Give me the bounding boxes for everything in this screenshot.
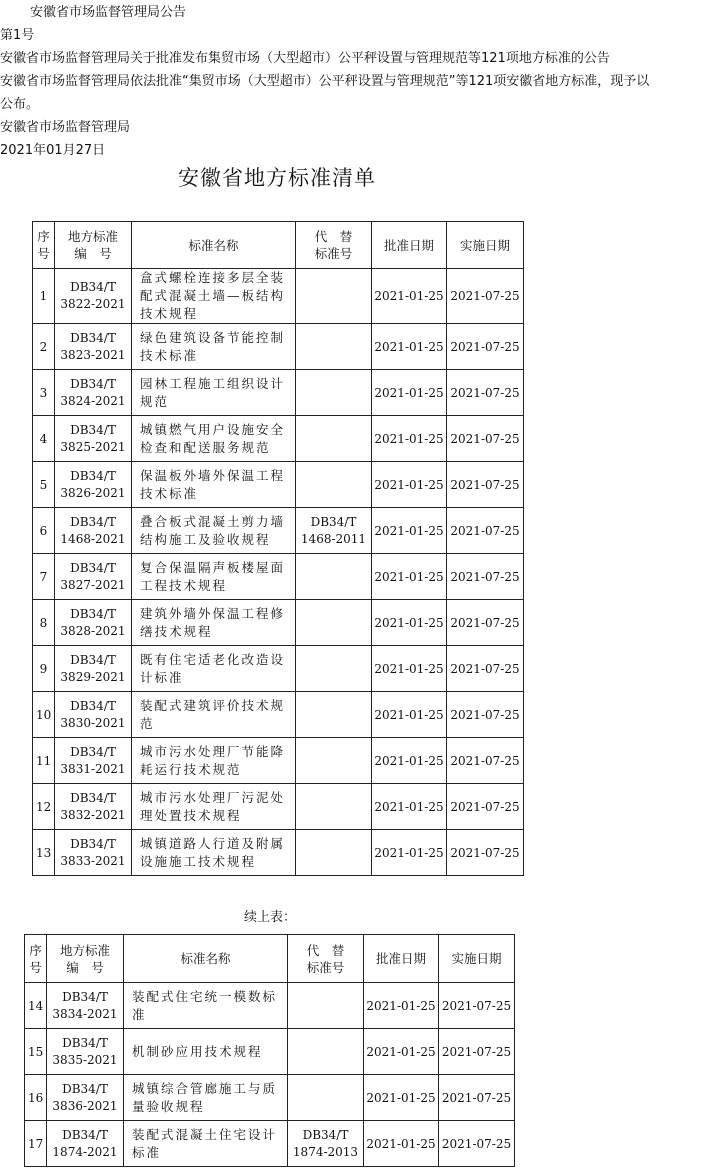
col-code: 地方标准 编 号 bbox=[55, 222, 132, 269]
table-row bbox=[33, 269, 524, 324]
table-row bbox=[25, 983, 515, 1029]
row-approve-date: 2021-01-25 bbox=[372, 508, 447, 554]
row-approve-date: 2021-01-25 bbox=[372, 416, 447, 462]
row-code: DB34/T 3830-2021 bbox=[55, 692, 132, 738]
row-standard-name: 城镇燃气用户设施安全检查和配送服务规范 bbox=[132, 416, 296, 462]
table-row bbox=[33, 508, 524, 554]
row-approve-date: 2021-01-25 bbox=[372, 600, 447, 646]
row-replaced-code: DB34/T 1468-2011 bbox=[296, 508, 372, 554]
row-code: DB34/T 3826-2021 bbox=[55, 462, 132, 508]
notice-body-line1: 安徽省市场监督管理局依法批准“集贸市场（大型超市）公平秤设置与管理规范”等121项安徽省地方标准，现予以 bbox=[0, 74, 650, 89]
row-code: DB34/T 3824-2021 bbox=[55, 370, 132, 416]
row-code: DB34/T 3827-2021 bbox=[55, 554, 132, 600]
row-standard-name: 城市污水处理厂污泥处理处置技术规程 bbox=[132, 784, 296, 830]
table-row bbox=[33, 646, 524, 692]
row-approve-date: 2021-01-25 bbox=[372, 646, 447, 692]
row-standard-name: 保温板外墙外保温工程技术标准 bbox=[132, 462, 296, 508]
row-standard-name: 绿色建筑设备节能控制技术标准 bbox=[132, 324, 296, 370]
table-header-row bbox=[33, 222, 524, 269]
row-code: DB34/T 3833-2021 bbox=[55, 830, 132, 876]
notice-signature: 安徽省市场监督管理局 bbox=[0, 120, 131, 135]
row-seq: 13 bbox=[33, 830, 55, 876]
row-seq: 11 bbox=[33, 738, 55, 784]
row-effective-date: 2021-07-25 bbox=[447, 692, 524, 738]
standards-table-continued bbox=[24, 934, 515, 1167]
row-seq: 12 bbox=[33, 784, 55, 830]
row-code: DB34/T 3825-2021 bbox=[55, 416, 132, 462]
table-row bbox=[33, 692, 524, 738]
col-effective-date: 实施日期 bbox=[439, 935, 515, 983]
row-seq: 14 bbox=[25, 983, 47, 1029]
table-row bbox=[33, 324, 524, 370]
row-code: DB34/T 1874-2021 bbox=[47, 1121, 124, 1167]
row-approve-date: 2021-01-25 bbox=[372, 738, 447, 784]
row-replaced-code bbox=[296, 370, 372, 416]
list-title: 安徽省地方标准清单 bbox=[178, 166, 376, 190]
row-approve-date: 2021-01-25 bbox=[364, 983, 439, 1029]
notice-body-line2: 公布。 bbox=[0, 97, 40, 112]
row-standard-name: 机制砂应用技术规程 bbox=[124, 1029, 288, 1075]
standards-table bbox=[32, 221, 524, 876]
row-seq: 17 bbox=[25, 1121, 47, 1167]
row-standard-name: 复合保温隔声板楼屋面工程技术规程 bbox=[132, 554, 296, 600]
row-code: DB34/T 3834-2021 bbox=[47, 983, 124, 1029]
col-name: 标准名称 bbox=[132, 222, 296, 269]
row-code: DB34/T 3831-2021 bbox=[55, 738, 132, 784]
table-row bbox=[33, 554, 524, 600]
row-effective-date: 2021-07-25 bbox=[447, 416, 524, 462]
notice-headline: 安徽省市场监督管理局关于批准发布集贸市场（大型超市）公平秤设置与管理规范等121项地方标准的公告 bbox=[0, 51, 610, 66]
row-replaced-code bbox=[296, 324, 372, 370]
row-replaced-code bbox=[296, 462, 372, 508]
col-approve-date: 批准日期 bbox=[364, 935, 439, 983]
col-replace: 代 替 标准号 bbox=[288, 935, 364, 983]
row-replaced-code bbox=[288, 983, 364, 1029]
row-replaced-code bbox=[296, 646, 372, 692]
row-effective-date: 2021-07-25 bbox=[447, 646, 524, 692]
row-replaced-code bbox=[296, 269, 372, 324]
row-effective-date: 2021-07-25 bbox=[447, 370, 524, 416]
row-replaced-code bbox=[296, 692, 372, 738]
table-row bbox=[25, 1121, 515, 1167]
row-effective-date: 2021-07-25 bbox=[447, 508, 524, 554]
row-seq: 6 bbox=[33, 508, 55, 554]
col-code: 地方标准 编 号 bbox=[47, 935, 124, 983]
row-approve-date: 2021-01-25 bbox=[372, 692, 447, 738]
row-effective-date: 2021-07-25 bbox=[439, 1075, 515, 1121]
row-seq: 8 bbox=[33, 600, 55, 646]
row-effective-date: 2021-07-25 bbox=[447, 462, 524, 508]
col-replace: 代 替 标准号 bbox=[296, 222, 372, 269]
table-row bbox=[25, 1075, 515, 1121]
row-effective-date: 2021-07-25 bbox=[447, 784, 524, 830]
row-standard-name: 城镇道路人行道及附属设施施工技术规程 bbox=[132, 830, 296, 876]
row-standard-name: 叠合板式混凝土剪力墙结构施工及验收规程 bbox=[132, 508, 296, 554]
row-seq: 3 bbox=[33, 370, 55, 416]
row-seq: 1 bbox=[33, 269, 55, 324]
row-seq: 16 bbox=[25, 1075, 47, 1121]
row-standard-name: 城市污水处理厂节能降耗运行技术规范 bbox=[132, 738, 296, 784]
row-standard-name: 盒式螺栓连接多层全装配式混凝土墙—板结构技术规程 bbox=[132, 269, 296, 324]
col-name: 标准名称 bbox=[124, 935, 288, 983]
row-code: DB34/T 3832-2021 bbox=[55, 784, 132, 830]
row-approve-date: 2021-01-25 bbox=[372, 324, 447, 370]
row-standard-name: 园林工程施工组织设计规范 bbox=[132, 370, 296, 416]
row-code: DB34/T 1468-2021 bbox=[55, 508, 132, 554]
col-effective-date: 实施日期 bbox=[447, 222, 524, 269]
row-effective-date: 2021-07-25 bbox=[447, 554, 524, 600]
row-effective-date: 2021-07-25 bbox=[447, 830, 524, 876]
row-effective-date: 2021-07-25 bbox=[447, 600, 524, 646]
row-seq: 4 bbox=[33, 416, 55, 462]
row-code: DB34/T 3828-2021 bbox=[55, 600, 132, 646]
col-seq: 序 号 bbox=[25, 935, 47, 983]
row-approve-date: 2021-01-25 bbox=[372, 830, 447, 876]
row-approve-date: 2021-01-25 bbox=[372, 370, 447, 416]
row-approve-date: 2021-01-25 bbox=[372, 269, 447, 324]
row-effective-date: 2021-07-25 bbox=[447, 269, 524, 324]
row-replaced-code bbox=[296, 830, 372, 876]
row-effective-date: 2021-07-25 bbox=[439, 983, 515, 1029]
table-header-row bbox=[25, 935, 515, 983]
row-replaced-code bbox=[296, 738, 372, 784]
table-row bbox=[33, 830, 524, 876]
row-code: DB34/T 3823-2021 bbox=[55, 324, 132, 370]
row-approve-date: 2021-01-25 bbox=[372, 554, 447, 600]
table-row bbox=[33, 600, 524, 646]
table-row bbox=[33, 784, 524, 830]
row-standard-name: 建筑外墙外保温工程修缮技术规程 bbox=[132, 600, 296, 646]
row-approve-date: 2021-01-25 bbox=[372, 784, 447, 830]
row-standard-name: 装配式住宅统一模数标准 bbox=[124, 983, 288, 1029]
row-effective-date: 2021-07-25 bbox=[447, 324, 524, 370]
notice-number: 第1号 bbox=[0, 28, 35, 43]
row-approve-date: 2021-01-25 bbox=[364, 1075, 439, 1121]
row-replaced-code: DB34/T 1874-2013 bbox=[288, 1121, 364, 1167]
row-replaced-code bbox=[296, 600, 372, 646]
table-row bbox=[25, 1029, 515, 1075]
row-seq: 10 bbox=[33, 692, 55, 738]
row-code: DB34/T 3835-2021 bbox=[47, 1029, 124, 1075]
row-effective-date: 2021-07-25 bbox=[439, 1121, 515, 1167]
row-seq: 7 bbox=[33, 554, 55, 600]
row-code: DB34/T 3829-2021 bbox=[55, 646, 132, 692]
row-approve-date: 2021-01-25 bbox=[372, 462, 447, 508]
row-code: DB34/T 3822-2021 bbox=[55, 269, 132, 324]
table-row bbox=[33, 462, 524, 508]
table-row bbox=[33, 370, 524, 416]
table-row bbox=[33, 416, 524, 462]
row-code: DB34/T 3836-2021 bbox=[47, 1075, 124, 1121]
row-seq: 5 bbox=[33, 462, 55, 508]
row-replaced-code bbox=[296, 416, 372, 462]
row-standard-name: 装配式混凝土住宅设计标准 bbox=[124, 1121, 288, 1167]
row-standard-name: 装配式建筑评价技术规范 bbox=[132, 692, 296, 738]
table-row bbox=[33, 738, 524, 784]
row-seq: 9 bbox=[33, 646, 55, 692]
col-approve-date: 批准日期 bbox=[372, 222, 447, 269]
row-approve-date: 2021-01-25 bbox=[364, 1121, 439, 1167]
row-effective-date: 2021-07-25 bbox=[447, 738, 524, 784]
row-seq: 2 bbox=[33, 324, 55, 370]
org-notice-title: 安徽省市场监督管理局公告 bbox=[30, 5, 187, 20]
row-standard-name: 城镇综合管廊施工与质量验收规程 bbox=[124, 1075, 288, 1121]
col-seq: 序 号 bbox=[33, 222, 55, 269]
row-standard-name: 既有住宅适老化改造设计标准 bbox=[132, 646, 296, 692]
continued-label: 续上表： bbox=[243, 910, 296, 925]
notice-date: 2021年01月27日 bbox=[0, 143, 106, 158]
row-replaced-code bbox=[288, 1075, 364, 1121]
row-replaced-code bbox=[296, 784, 372, 830]
row-approve-date: 2021-01-25 bbox=[364, 1029, 439, 1075]
row-effective-date: 2021-07-25 bbox=[439, 1029, 515, 1075]
row-seq: 15 bbox=[25, 1029, 47, 1075]
row-replaced-code bbox=[296, 554, 372, 600]
row-replaced-code bbox=[288, 1029, 364, 1075]
